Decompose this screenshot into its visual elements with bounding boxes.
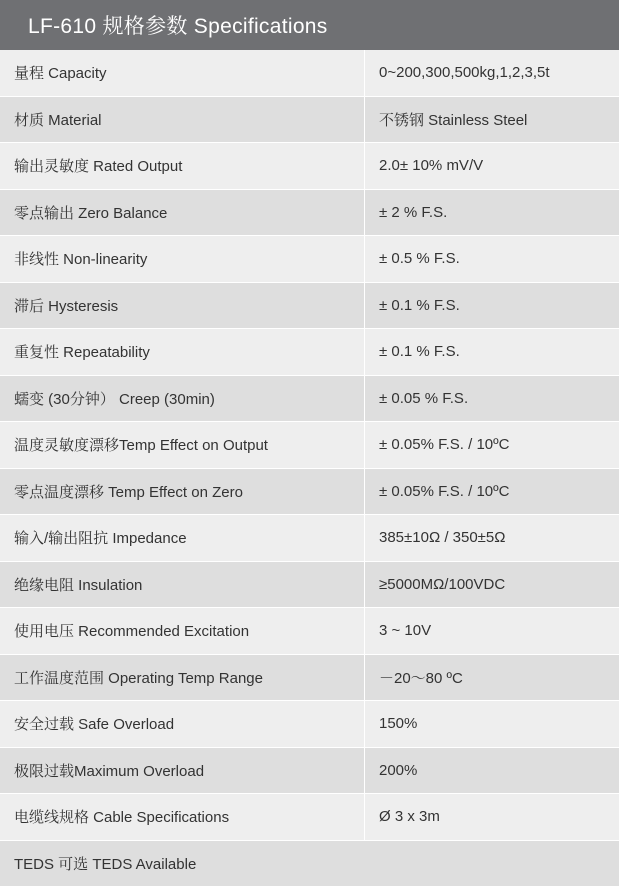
table-row (0, 608, 619, 655)
row-value: ± 2 % F.S. (365, 190, 619, 236)
table-row (0, 236, 619, 283)
table-row (0, 422, 619, 469)
row-label: 零点输出 Zero Balance (0, 190, 365, 236)
table-row (0, 190, 619, 237)
row-value: －20～80 ºC (365, 655, 619, 701)
row-label: 输出灵敏度 Rated Output (0, 143, 365, 189)
row-value: 3 ~ 10V (365, 608, 619, 654)
row-label: 温度灵敏度漂移Temp Effect on Output (0, 422, 365, 468)
row-value: ≥5000MΩ/100VDC (365, 562, 619, 608)
row-value: 2.0± 10% mV/V (365, 143, 619, 189)
row-label: TEDS 可选 TEDS Available (0, 841, 619, 886)
row-value: ± 0.05% F.S. / 10ºC (365, 469, 619, 515)
row-value: 200% (365, 748, 619, 794)
table-row (0, 841, 619, 886)
table-row (0, 143, 619, 190)
table-row (0, 562, 619, 609)
row-label: 使用电压 Recommended Excitation (0, 608, 365, 654)
row-label: 电缆线规格 Cable Specifications (0, 794, 365, 840)
table-row (0, 97, 619, 144)
row-label: 重复性 Repeatability (0, 329, 365, 375)
row-label: 蠕变 (30分钟） Creep (30min) (0, 376, 365, 422)
table-row (0, 50, 619, 97)
row-value: ± 0.5 % F.S. (365, 236, 619, 282)
table-row (0, 748, 619, 795)
row-value: ± 0.1 % F.S. (365, 329, 619, 375)
table-row (0, 376, 619, 423)
row-label: 材质 Material (0, 97, 365, 143)
row-label: 绝缘电阻 Insulation (0, 562, 365, 608)
row-label: 非线性 Non-linearity (0, 236, 365, 282)
row-value: Ø 3 x 3m (365, 794, 619, 840)
table-row (0, 469, 619, 516)
row-value: ± 0.05 % F.S. (365, 376, 619, 422)
row-label: 安全过载 Safe Overload (0, 701, 365, 747)
table-row (0, 515, 619, 562)
table-row (0, 655, 619, 702)
row-value: ± 0.1 % F.S. (365, 283, 619, 329)
row-label: 工作温度范围 Operating Temp Range (0, 655, 365, 701)
table-row (0, 329, 619, 376)
table-row (0, 283, 619, 330)
row-label: 滞后 Hysteresis (0, 283, 365, 329)
row-label: 输入/输出阻抗 Impedance (0, 515, 365, 561)
page-title: LF-610 规格参数 Specifications (28, 15, 328, 38)
table-header (0, 0, 619, 50)
row-value: 150% (365, 701, 619, 747)
row-label: 量程 Capacity (0, 50, 365, 96)
table-row (0, 794, 619, 841)
row-value: ± 0.05% F.S. / 10ºC (365, 422, 619, 468)
row-label: 极限过载Maximum Overload (0, 748, 365, 794)
row-value: 0~200,300,500kg,1,2,3,5t (365, 50, 619, 96)
table-row (0, 701, 619, 748)
row-label: 零点温度漂移 Temp Effect on Zero (0, 469, 365, 515)
row-value: 385±10Ω / 350±5Ω (365, 515, 619, 561)
row-value: 不锈钢 Stainless Steel (365, 97, 619, 143)
